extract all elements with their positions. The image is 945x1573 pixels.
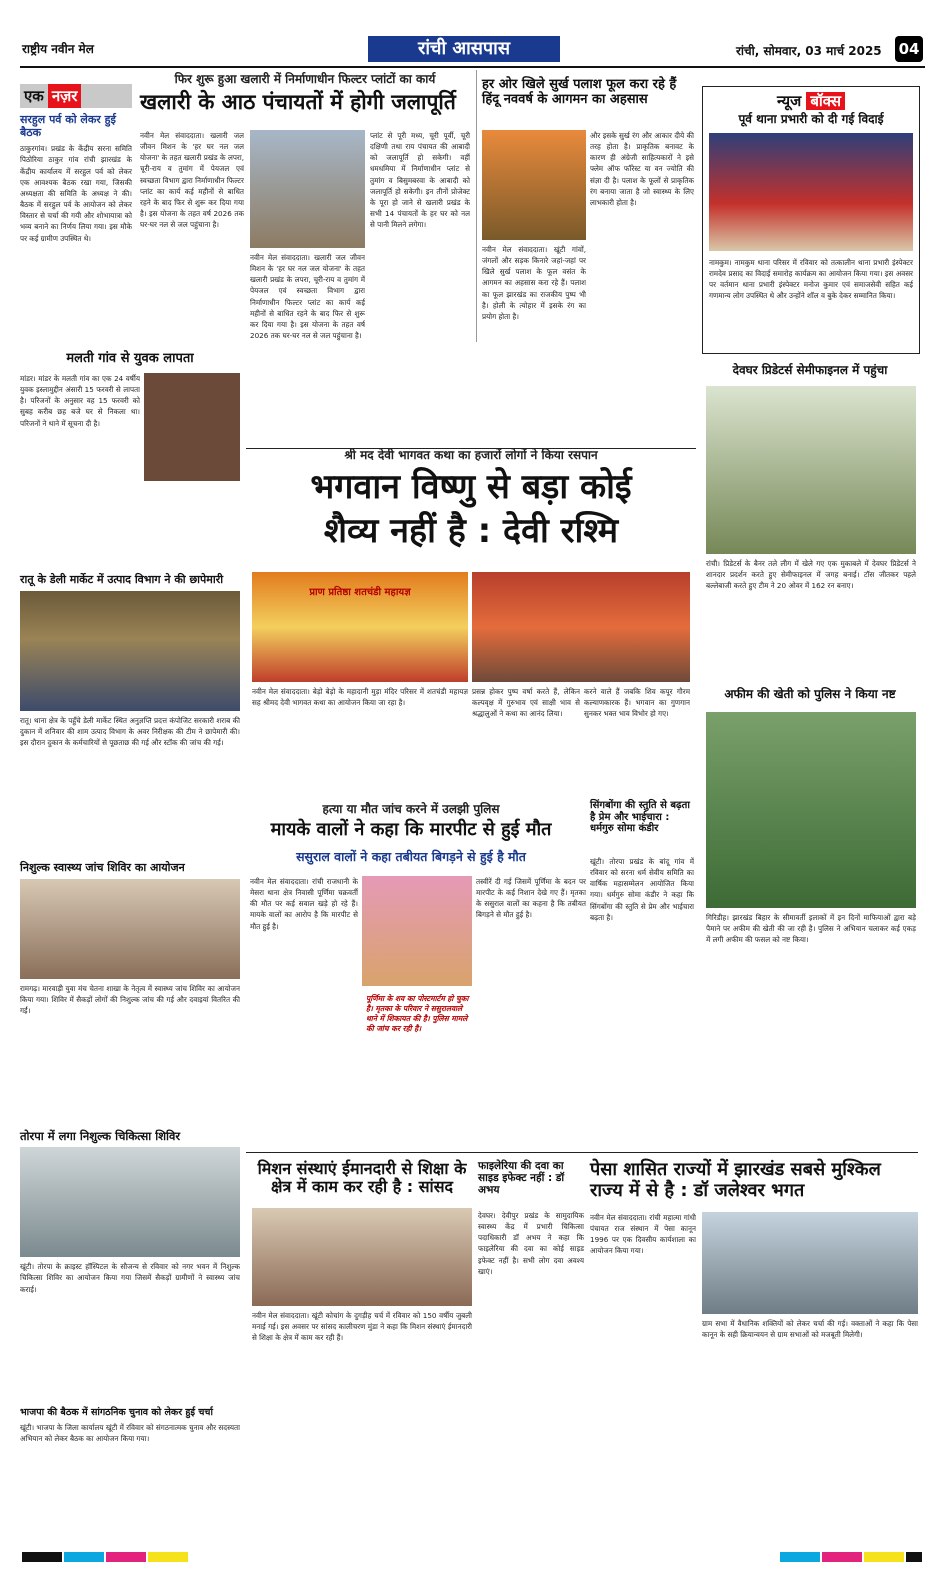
palash-body-a: नवीन मेल संवाददाता। खूंटी गांवों, जंगलों और सड़क किनारे जहां-जहां पर खिले सुर्ख पलाश के फूल वसंत के आगमन का अहसास करा रहे हैं। पलाश का फूल झारखंड का राजकीय पुष्प भी है। होली के त्योहार में इसके रंग का प्रयोग होता है। <box>482 245 586 321</box>
ratu-body: रातू। थाना क्षेत्र के पहुँचे डेली मार्केट स्थित अनुज्ञप्ति प्रदत्त कंपोजिट सरकारी शराब की दुकान में शनिवार की शाम उत्पाद विभाग के अवर निरीक्षक की टीम ने छापेमारी की। इस दौरान दुकान के कर्मचारियों से पूछताछ की गई और स्टॉक की जांच की गई। <box>20 715 240 747</box>
hatya-subhead: ससुराल वालों ने कहा तबीयत बिगड़ने से हुई है मौत <box>296 849 526 864</box>
filaria-headline: फाइलेरिया की दवा का साइड इफेक्ट नहीं : डॉ अभय <box>478 1160 565 1197</box>
palash-photo <box>482 130 586 240</box>
pesa-headline: पेसा शासित राज्यों में झारखंड सबसे मुश्किल राज्य में से है : डॉ जलेश्वर भगत <box>590 1159 881 1201</box>
yagya-banner-text: प्राण प्रतिष्ठा शतचंडी महायज्ञ <box>309 587 411 598</box>
hatya-kicker: हत्या या मौत जांच करने में उलझी पुलिस <box>322 802 500 816</box>
registration-bar <box>822 1552 862 1562</box>
medical-camp-photo <box>20 1147 240 1257</box>
filter-plant-photo <box>250 130 365 248</box>
hatya-quote: पूर्णिमा के शव का पोस्टमार्टम हो चुका है। मृतका के परिवार ने ससुरालवाले थाने में शिकायत की है। पुलिस मामले की जांच कर रही है। <box>366 994 469 1033</box>
news-box <box>702 86 920 354</box>
filter-kicker: फिर शुरू हुआ खलारी में निर्माणाधीन फिल्टर प्लांटों का कार्य <box>174 72 436 86</box>
bhagwat-body-a: नवीन मेल संवाददाता। बेड़ो बेड़ो के महादानी मुड़ा मंदिर परिसर में शतचंडी महायज्ञ सह श्रीमद देवी भागवत कथा का आयोजन किया जा रहा है। <box>252 687 468 708</box>
registration-bar <box>906 1552 922 1562</box>
pesa-body-a: नवीन मेल संवाददाता। रांची महात्मा गांधी पंचायत राज संस्थान में पेसा कानून 1996 पर एक दिवसीय कार्यशाला का आयोजन किया गया। <box>590 1213 696 1256</box>
swasthya-story <box>20 862 240 1083</box>
filter-body-a: नवीन मेल संवाददाता। खलारी जल जीवन मिशन के 'हर घर नल जल योजना' के तहत खलारी प्रखंड के लपरा, चूरी-राय व तुमांग में पेयजल एवं स्वच्छता विभाग द्वारा निर्माणाधीन फिल्टर प्लांट का कार्य कई महीनों से बाधित रहने के बाद फिर से शुरू कर दिया गया है। इस योजना के तहत वर्ष 2026 तक घर-घर नल से जल पहुंचाना है। <box>140 131 244 230</box>
registration-bar <box>22 1552 62 1562</box>
filter-body-b: प्लांट से पूरी मध्य, चूरी पूर्वी, चूरी दक्षिणी तथा राय पंचायत की आबादी को जलापूर्ति हो सकेगी। वहीं धमधमिया में निर्माणाधीन प्लांट से तुमांग व बिसुमबरवा के आबादी को जलापूर्ति हो सकेगी। इन तीनों प्रोजेक्ट के पूरा हो जाने से खलारी प्रखंड के सभी 14 पंचायतों के हर घर को नल से पानी मिलने लगेगा। <box>370 131 470 230</box>
opium-field-photo <box>706 712 916 908</box>
malti-story <box>20 352 240 481</box>
masthead: राष्ट्रीय नवीन मेल <box>22 42 94 56</box>
bhagwat-body-b: प्रसन्न होकर पुष्प वर्षा करते हैं, लेकिन कल्पवृक्ष में गुरुभाव एवं साक्षी भाव से श्रद्धालुओं ने कथा का आनंद लिया। <box>472 687 580 719</box>
divider <box>476 70 477 342</box>
palash-headline: हर ओर खिले सुर्ख पलाश फूल करा रहे हैं हिंदू नववर्ष के आगमन का अहसास <box>482 77 677 107</box>
ek-nazar-body: ठाकुरगांव। प्रखंड के केंद्रीय सरना समिति पिठोरिया ठाकुर गांव रांची झारखंड के केंद्रीय कार्यालय में सरहुल पर्व को लेकर एक आवश्यक बैठक रखा गया, जिसकी अध्यक्षता की समिति के अध्यक्ष ने की। बैठक में सरहुल पर्व के आयोजन को लेकर विस्तार से चर्चा की गयी और शोभायात्रा को भव्य बनाने का निर्णय लिया गया। इस मौके पर कई ग्रामीण उपस्थित थे। <box>20 144 132 243</box>
torpa-headline: तोरपा में लगा निशुल्क चिकित्सा शिविर <box>20 1129 181 1143</box>
torpa-story <box>20 1130 240 1522</box>
bhagwat-headline-b: शैव्य नहीं है : देवी रश्मि <box>323 511 619 551</box>
header-rule <box>20 66 925 68</box>
singbonga-body: खूंटी। तोरपा प्रखंड के बांदू गांव में रविवार को सरना धर्म सेवीय समिति का वार्षिक महासम्मेलन आयोजित किया गया। धर्मगुरु सोमा कंडीर ने कहा कि सिंगबोंगा की स्तुति से प्रेम और भाईचारा बढ़ता है। <box>590 857 694 922</box>
hatya-body-b: तस्वीरें दी गई जिसमें पूर्णिमा के बदन पर मारपीट के कई निशान देखे गए हैं। मृतका के ससुराल वालों का कहना है कि तबीयत बिगड़ने से मौत हुई है। <box>476 877 586 920</box>
box-label: बॉक्स <box>806 92 845 110</box>
bhagwat-headline-a: भगवान विष्णु से बड़ा कोई <box>310 467 632 507</box>
section-title: रांची आसपास <box>368 36 560 62</box>
swasthya-body: रामगढ़। मारवाड़ी युवा मंच चेतना शाखा के नेतृत्व में स्वास्थ्य जांच शिविर का आयोजन किया गया। शिविर में सैकड़ों लोगों की निशुल्क जांच की गई और दवाइयां वितरित की गईं। <box>20 983 240 1015</box>
swasthya-headline: निशुल्क स्वास्थ्य जांच शिविर का आयोजन <box>20 861 185 874</box>
health-camp-photo <box>20 879 240 979</box>
registration-bar <box>780 1552 820 1562</box>
ek-nazar-box <box>20 84 132 323</box>
pesa-body-b: ग्राम सभा में वैधानिक शक्तियों को लेकर चर्चा की गई। वक्ताओं ने कहा कि पेसा कानून के सही क्रियान्वयन से ग्राम सभाओं को मजबूती मिलेगी। <box>702 1319 918 1340</box>
registration-bar <box>64 1552 104 1562</box>
divider <box>246 1152 918 1153</box>
hatya-headline: मायके वालों ने कहा कि मारपीट से हुई मौत <box>270 819 552 840</box>
ratu-story <box>20 574 240 865</box>
devghar-body: रांची। प्रिडेटर्स के बैनर तले लीग में खेले गए एक मुकाबले में देवघर प्रिडेटर्स ने शानदार प्रदर्शन करते हुए सेमीफाइनल में जगह बनाई। टॉस जीतकर पहले बल्लेबाजी करते हुए टीम ने 20 ओवर में 162 रन बनाए। <box>706 559 916 591</box>
bhagwat-kicker: श्री मद देवी भागवत कथा का हजारों लोगों ने किया रसपान <box>344 448 598 462</box>
jubilee-photo <box>252 1208 472 1306</box>
malti-headline: मलती गांव से युवक लापता <box>66 351 194 366</box>
page-number: 04 <box>895 36 923 62</box>
filter-headline: खलारी के आठ पंचायतों में होगी जलापूर्ति <box>140 90 456 114</box>
registration-bar <box>148 1552 188 1562</box>
devghar-headline: देवघर प्रिडेटर्स सेमीफाइनल में पहुंचा <box>732 363 888 377</box>
missing-youth-photo <box>144 373 240 481</box>
palash-body-b: और इसके सुर्ख रंग और आकार दीये की तरह होता है। प्राकृतिक बनावट के कारण ही अंग्रेजी साहित्यकारों ने इसे फ्लेम ऑफ फॉरेस्ट या वन ज्योति की संज्ञा दी है। पलाश के फूलों से प्राकृतिक रंग बनाया जाता है जो स्वास्थ्य के लिए लाभकारी होता है। <box>590 131 694 207</box>
singbonga-headline: सिंगबोंगा की स्तुति से बढ़ता है प्रेम और भाईचारा : धर्मगुरु सोमा कंडीर <box>590 800 690 834</box>
registration-bar <box>106 1552 146 1562</box>
devotees-photo <box>472 572 690 682</box>
filaria-body: देवघर। देवीपुर प्रखंड के सामुदायिक स्वास्थ्य केंद्र में प्रभारी चिकित्सा पदाधिकारी डॉ अभय ने कहा कि फाइलेरिया की दवा का कोई साइड इफेक्ट नहीं है। सभी लोग दवा अवश्य खाएं। <box>478 1211 584 1276</box>
farewell-photo <box>709 133 913 251</box>
filter-body-c: नवीन मेल संवाददाता। खलारी जल जीवन मिशन के 'हर घर नल जल योजना' के तहत खलारी प्रखंड के लपरा, चूरी-राय व तुमांग में पेयजल एवं स्वच्छता विभाग द्वारा निर्माणाधीन फिल्टर प्लांट का कार्य कई महीनों से बाधित रहने के बाद फिर से शुरू कर दिया गया है। इस योजना के तहत वर्ष 2026 तक घर-घर नल से जल पहुंचाना है। <box>250 253 365 341</box>
news-box-headline: पूर्व थाना प्रभारी को दी गई विदाई <box>738 112 884 126</box>
victim-photo <box>362 876 472 986</box>
bjp-headline: भाजपा की बैठक में सांगठनिक चुनाव को लेकर हुई चर्चा <box>20 1407 213 1419</box>
bhagwat-body-c: करने वाले हैं जबकि शिव कपूर गौरम कल्याणकारक हैं। भगवान का गुणगान सुनकर भक्त भाव विभोर हो गए। <box>584 687 690 719</box>
news-box-body: नामकुम। नामकुम थाना परिसर में रविवार को तत्कालीन थाना प्रभारी इंस्पेक्टर रामदेव प्रसाद का विदाई समारोह कार्यक्रम का आयोजन किया गया। इस अवसर पर वर्तमान थाना प्रभारी इंस्पेक्टर मनोज कुमार एवं समाजसेवी सहित कई गणमान्य लोग उपस्थित थे और उन्होंने शॉल व बुके देकर सम्मानित किया। <box>709 257 913 301</box>
mission-headline: मिशन संस्थाएं ईमानदारी से शिक्षा के क्षेत्र में काम कर रही है : सांसद <box>257 1159 467 1197</box>
afeem-body: गिरिडीह। झारखंड बिहार के सीमावर्ती इलाकों में इन दिनों माफियाओं द्वारा बड़े पैमाने पर अफीम की खेती की जा रही है। पुलिस ने अभियान चलाकर कई एकड़ में लगी अफीम की फसल को नष्ट किया। <box>706 913 916 945</box>
bjp-body: खूंटी। भाजपा के जिला कार्यालय खूंटी में रविवार को संगठनात्मक चुनाव और सदस्यता अभियान को लेकर बैठक का आयोजन किया गया। <box>20 1423 240 1444</box>
malti-body: मांडर। मांडर के मलती गांव का एक 24 वर्षीय युवक इस्लामुद्दीन अंसारी 15 फरवरी से लापता है। परिजनों के अनुसार वह 15 फरवरी को सुबह करीब छह बजे घर से निकला था। परिजनों ने थाने में सूचना दी है। <box>20 373 140 428</box>
issue-date: रांची, सोमवार, 03 मार्च 2025 <box>736 44 882 58</box>
yagya-banner-photo <box>252 572 468 682</box>
hatya-body-a: नवीन मेल संवाददाता। रांची राजधानी के मेसरा थाना क्षेत्र निवासी पूर्णिमा चक्रवर्ती की मौत पर कई सवाल खड़े हो रहे हैं। मायके वालों का आरोप है कि मारपीट से मौत हुई है। <box>250 877 358 931</box>
ratu-headline: रातू के डेली मार्केट में उत्पाद विभाग ने की छापेमारी <box>20 573 224 586</box>
torpa-body: खूंटी। तोरपा के क्राइस्ट हॉस्पिटल के सौजन्य से रविवार को नगर भवन में निशुल्क चिकित्सा शिविर का आयोजन किया गया जिसमें सैकड़ों ग्रामीणों ने स्वास्थ्य जांच कराई। <box>20 1262 240 1294</box>
nazar-label: नज़र <box>48 84 82 108</box>
mission-body: नवीन मेल संवाददाता। खूंटी कोचांग के दुगड़ीह चर्च में रविवार को 150 वर्षीय जुबली मनाई गई। इस अवसर पर सांसद कालीचरण मुंडा ने कहा कि मिशन संस्थाएं ईमानदारी से शिक्षा के क्षेत्र में काम कर रही हैं। <box>252 1311 472 1343</box>
liquor-shop-photo <box>20 591 240 711</box>
ek-nazar-headline: सरहुल पर्व को लेकर हुई बैठक <box>20 113 116 139</box>
registration-bar <box>864 1552 904 1562</box>
ek-label: एक <box>24 87 44 105</box>
news-label: न्यूज <box>776 92 802 110</box>
workshop-photo <box>702 1212 918 1314</box>
cricket-team-photo <box>706 386 916 554</box>
afeem-headline: अफीम की खेती को पुलिस ने किया नष्ट <box>724 687 896 701</box>
